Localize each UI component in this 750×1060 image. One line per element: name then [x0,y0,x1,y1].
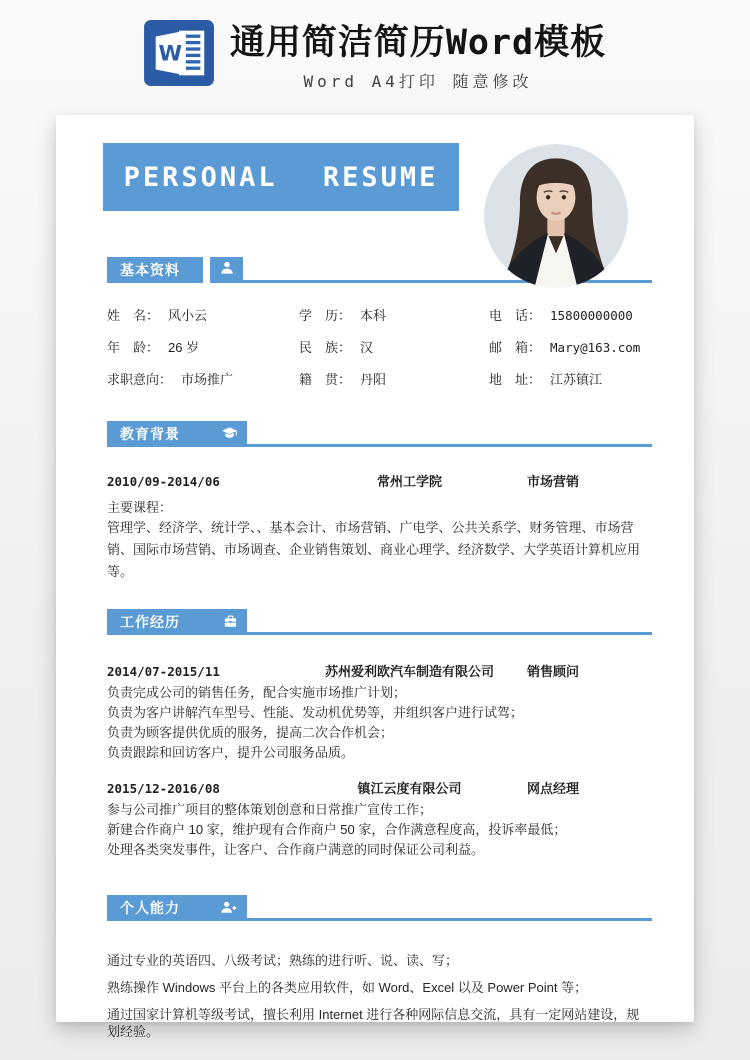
field-address: 地 址： 江苏镇江 [489,372,603,387]
tab-gap [203,257,210,283]
education-major: 市场营销 [527,474,580,489]
resume-page [56,115,694,1039]
field-degree: 学 历： 本科 [299,308,387,323]
skill-item: 熟练操作 Windows 平台上的各类应用软件，如 Word、Excel 以及 Power Point 等； [107,980,588,995]
section-underline [247,609,652,635]
duty: 处理各类突发事件，让客户、合作商户满意的同时保证公司利益。 [107,842,485,857]
education-period: 2010/09-2014/06 [107,474,220,489]
skills-section-title: 个人能力 [120,900,180,916]
section-header-skills [107,895,652,921]
person-icon [219,260,235,281]
site-header [0,0,750,115]
resume-banner-title: PERSONAL RESUME [123,161,439,193]
section-header-work [107,609,652,635]
courses-text: 管理学、经济学、统计学、、基本会计、市场营销、广电学、公共关系学、财务管理、市场营销、国际市场营销、市场调查、企业销售策划、商业心理学、经济数学、大学英语计算机应用等。 [107,520,641,579]
work-section-tab [107,609,247,635]
job1-company: 苏州爱利欧汽车制造有限公司 [324,664,494,679]
page-subtitle: Word A4打印 随意修改 [303,72,533,92]
education-section-title: 教育背景 [120,426,180,442]
field-hometown: 籍 贯： 丹阳 [299,372,387,387]
page-title: 通用简洁简历Word模板 [229,23,607,63]
field-email: 邮 箱： Mary@163.com [489,340,641,355]
duty: 负责为客户讲解汽车型号、性能、发动机优势等，并组织客户进行试驾； [107,705,524,720]
briefcase-icon [223,614,238,634]
duty: 新建合作商户 10 家，维护现有合作商户 50 家，合作满意程度高，投诉率最低； [107,822,567,837]
graduation-cap-icon [221,426,238,446]
job1-duties [107,683,652,763]
education-school: 常州工学院 [376,474,442,489]
education-section-tab [107,421,247,447]
profile-photo [484,144,628,288]
duty: 参与公司推广项目的整体策划创意和日常推广宣传工作； [107,802,433,817]
field-name: 姓 名： 风小云 [107,308,208,323]
person-plus-icon [220,900,238,920]
basic-icon-tab [210,257,243,283]
work-section-title: 工作经历 [120,614,180,630]
microsoft-word-icon [144,20,214,91]
skill-item: 通过国家计算机等级考试，擅长利用 Internet 进行各种网际信息交流，具有一定网站建设，规划经验。 [107,1007,640,1039]
job1-period: 2014/07-2015/11 [107,664,220,679]
field-objective: 求职意向： 市场推广 [107,372,234,387]
basic-info-grid [107,305,652,388]
field-ethnicity: 民 族： 汉 [299,340,374,355]
duty: 负责完成公司的销售任务，配合实施市场推广计划； [107,685,407,700]
job2-duties [107,800,652,860]
education-entry [107,471,652,490]
job2-company: 镇江云度有限公司 [357,781,462,796]
resume-banner [103,143,459,211]
job-entry-2 [107,778,652,797]
skills-list [107,952,652,1040]
skill-item: 通过专业的英语四、八级考试；熟练的进行听、说、读、写； [107,953,459,968]
skills-section-tab [107,895,247,921]
duty: 负责为顾客提供优质的服务，提高二次合作机会； [107,725,394,740]
duty: 负责跟踪和回访客户，提升公司服务品质。 [107,745,355,760]
section-header-education [107,421,652,447]
svg-text:W: W [158,41,182,67]
job2-role: 网点经理 [527,781,580,796]
basic-section-title: 基本资料 [120,262,180,278]
job2-period: 2015/12-2016/08 [107,781,220,796]
job-entry-1 [107,661,652,680]
field-age: 年 龄： 26 岁 [107,340,200,355]
field-phone: 电 话： 15800000000 [489,308,633,323]
section-underline [247,895,652,921]
job1-role: 销售顾问 [527,664,580,679]
basic-section-tab [107,257,203,283]
courses-label: 主要课程： [107,500,173,515]
section-underline [247,421,652,447]
